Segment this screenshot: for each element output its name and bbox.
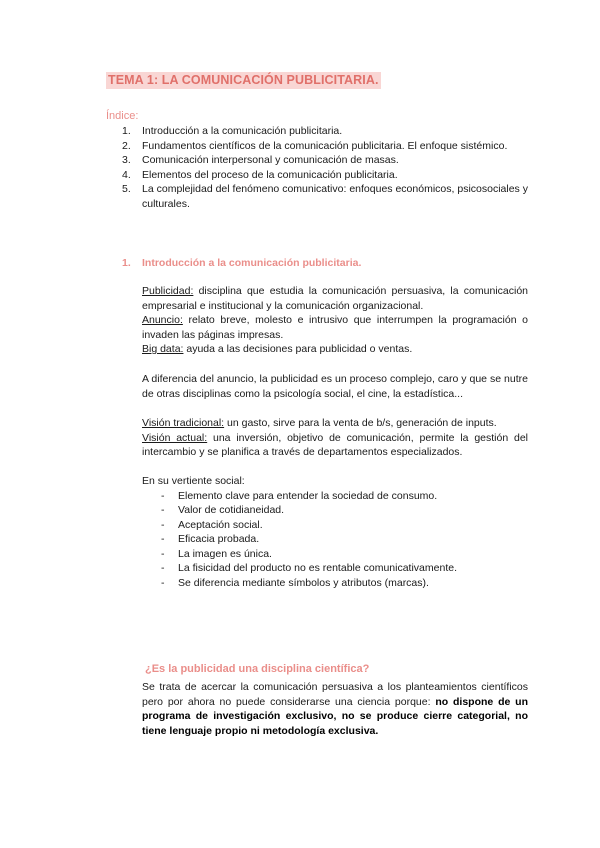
social-intro: En su vertiente social: <box>142 475 245 487</box>
answer-text: Se trata de acercar la comunicación persuasiva a los planteamientos científicos pero por ahora no puede considerarse una ciencia porque: <box>142 681 528 708</box>
social-item <box>142 576 528 591</box>
index-list <box>122 124 528 211</box>
index-item-text: La complejidad del fenómeno comunicativo: enfoques económicos, psicosociales y culturales. <box>142 183 528 210</box>
index-item <box>122 168 528 183</box>
definition-term: Big data: <box>142 343 184 355</box>
index-item <box>122 139 528 154</box>
social-item-text: Eficacia probada. <box>178 533 260 545</box>
paragraph-text: A diferencia del anuncio, la publicidad es un proceso complejo, caro y que se nutre de otras disciplinas como la psicología social, el cine, la estadística... <box>142 373 528 400</box>
index-item <box>122 124 528 139</box>
definition-text: ayuda a las decisiones para publicidad o ventas. <box>183 343 413 355</box>
social-item <box>142 547 528 562</box>
social-item <box>142 561 528 576</box>
definitions-block <box>142 284 528 357</box>
dash-bullet: - <box>161 504 165 516</box>
section-1-heading <box>122 257 361 269</box>
dash-bullet: - <box>161 518 165 531</box>
index-item-number: 3. <box>122 154 131 166</box>
social-item <box>142 532 528 547</box>
social-item <box>142 518 528 533</box>
social-item-text: La imagen es única. <box>178 547 272 560</box>
social-block <box>142 474 528 590</box>
index-item-number: 1. <box>122 125 131 137</box>
answer-paragraph <box>142 680 528 738</box>
social-item <box>142 489 528 504</box>
section-title: Introducción a la comunicación publicitaria. <box>142 257 362 269</box>
definition-big-data <box>142 342 528 357</box>
index-item-text: Comunicación interpersonal y comunicación de masas. <box>142 154 399 166</box>
index-item <box>122 182 528 211</box>
vision-text: un gasto, sirve para la venta de b/s, generación de inputs. <box>224 417 497 429</box>
dash-bullet: - <box>161 547 165 560</box>
question-answer <box>142 680 528 738</box>
index-item-text: Fundamentos científicos de la comunicación publicitaria. El enfoque sistémico. <box>142 139 508 152</box>
social-item <box>142 503 528 518</box>
vision-current <box>142 431 528 460</box>
definition-text: relato breve, molesto e intrusivo que interrumpen la programación o invaden las páginas impresas. <box>142 314 528 341</box>
index-item-number: 5. <box>122 183 131 195</box>
dash-bullet: - <box>161 489 165 502</box>
definition-text: disciplina que estudia la comunicación persuasiva, la comunicación empresarial e institucional y la comunicación organizacional. <box>142 285 528 312</box>
index-item <box>122 153 528 168</box>
definition-term: Anuncio: <box>142 314 183 326</box>
vision-term: Visión actual: <box>142 431 208 444</box>
social-list <box>142 489 528 591</box>
definition-publicidad <box>142 284 528 313</box>
social-item-text: Valor de cotidianeidad. <box>178 504 285 516</box>
dash-bullet: - <box>161 533 165 545</box>
document-title: TEMA 1: LA COMUNICACIÓN PUBLICITARIA. <box>108 73 379 87</box>
vision-term: Visión tradicional: <box>142 417 225 429</box>
anuncio-paragraph <box>142 372 528 401</box>
index-label: Índice: <box>106 110 139 122</box>
vision-traditional <box>142 416 528 431</box>
answer-bold-text: no dispone de un programa de investigación exclusivo, no se produce cierre categorial, no tiene lenguaje propio ni metodología exclusiva. <box>142 695 528 737</box>
definition-anuncio <box>142 313 528 342</box>
dash-bullet: - <box>161 576 165 589</box>
question-heading: ¿Es la publicidad una disciplina científica? <box>145 663 370 675</box>
index-item-number: 2. <box>122 139 131 152</box>
definition-term: Publicidad: <box>142 285 194 297</box>
social-item-text: Aceptación social. <box>178 518 263 531</box>
vision-text: una inversión, objetivo de comunicación, permite la gestión del intercambio y se planifica a través de departamentos especializados. <box>142 431 528 458</box>
index-item-text: Introducción a la comunicación publicitaria. <box>142 125 343 137</box>
social-item-text: Se diferencia mediante símbolos y atributos (marcas). <box>178 576 429 589</box>
visions-block <box>142 416 528 460</box>
index-item-number: 4. <box>122 168 131 181</box>
index-item-text: Elementos del proceso de la comunicación publicitaria. <box>142 168 398 181</box>
section-number: 1. <box>122 257 131 269</box>
dash-bullet: - <box>161 562 165 574</box>
social-item-text: Elemento clave para entender la sociedad de consumo. <box>178 489 438 502</box>
social-item-text: La fisicidad del producto no es rentable comunicativamente. <box>178 562 457 574</box>
